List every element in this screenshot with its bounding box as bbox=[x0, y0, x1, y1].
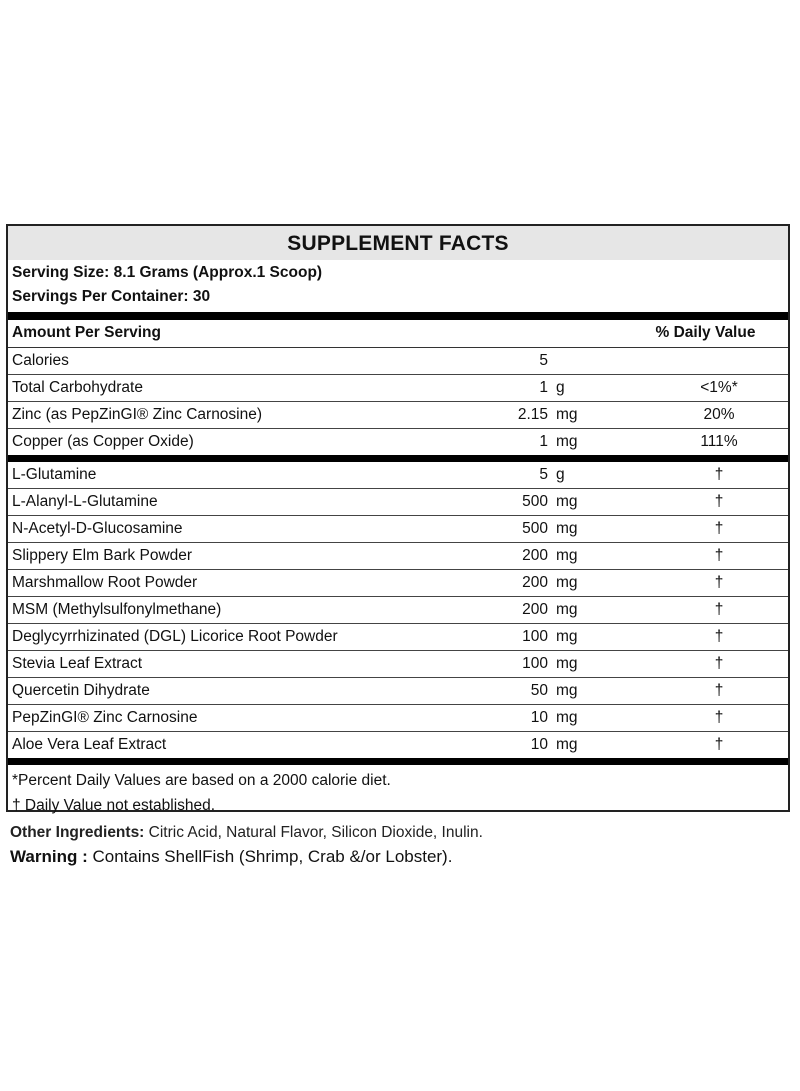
item-name: N-Acetyl-D-Glucosamine bbox=[12, 520, 183, 537]
item-daily-value: † bbox=[714, 628, 724, 645]
item-daily-value: † bbox=[714, 574, 724, 591]
item-name: Stevia Leaf Extract bbox=[12, 655, 143, 672]
item-daily-value: † bbox=[714, 520, 724, 537]
item-name: Calories bbox=[12, 352, 69, 369]
footnote-not-established: † Daily Value not established. bbox=[12, 797, 216, 814]
item-daily-value: 111% bbox=[700, 433, 738, 450]
serving-size: Serving Size: 8.1 Grams (Approx.1 Scoop) bbox=[12, 264, 323, 281]
item-unit: mg bbox=[556, 655, 578, 672]
item-amount: 50 bbox=[530, 682, 548, 699]
item-name: Total Carbohydrate bbox=[12, 379, 143, 396]
divider-thick bbox=[8, 312, 788, 320]
item-name: PepZinGI® Zinc Carnosine bbox=[12, 709, 198, 726]
item-amount: 1 bbox=[539, 379, 548, 396]
ingredient-row bbox=[8, 516, 788, 543]
warning-text: Contains ShellFish (Shrimp, Crab &/or Lobster). bbox=[87, 847, 453, 866]
item-daily-value: † bbox=[714, 466, 724, 483]
other-ingredients-text: Citric Acid, Natural Flavor, Silicon Dioxide, Inulin. bbox=[144, 824, 483, 841]
ingredient-row bbox=[8, 462, 788, 489]
item-unit: mg bbox=[556, 433, 578, 450]
column-header-row bbox=[8, 320, 788, 348]
ingredient-row bbox=[8, 543, 788, 570]
item-unit: mg bbox=[556, 547, 578, 564]
warning-label: Warning : bbox=[10, 847, 88, 866]
item-amount: 100 bbox=[522, 628, 548, 645]
item-daily-value: † bbox=[714, 601, 724, 618]
item-unit: mg bbox=[556, 406, 578, 423]
item-daily-value: † bbox=[714, 736, 724, 753]
item-amount: 1 bbox=[539, 433, 548, 450]
item-name: L-Alanyl-L-Glutamine bbox=[12, 493, 158, 510]
item-unit: mg bbox=[556, 520, 578, 537]
item-daily-value: † bbox=[714, 655, 724, 672]
other-ingredients-label: Other Ingredients: bbox=[10, 824, 145, 841]
item-name: Copper (as Copper Oxide) bbox=[12, 433, 194, 450]
panel-title: SUPPLEMENT FACTS bbox=[8, 226, 788, 260]
divider-thick bbox=[8, 455, 788, 462]
nutrient-row bbox=[8, 375, 788, 402]
item-name: Aloe Vera Leaf Extract bbox=[12, 736, 167, 753]
item-daily-value: † bbox=[714, 682, 724, 699]
item-name: Slippery Elm Bark Powder bbox=[12, 547, 193, 564]
item-amount: 5 bbox=[539, 352, 548, 369]
item-daily-value: † bbox=[714, 493, 724, 510]
ingredient-row bbox=[8, 489, 788, 516]
item-unit: mg bbox=[556, 574, 578, 591]
ingredient-row bbox=[8, 732, 788, 758]
item-amount: 2.15 bbox=[517, 406, 548, 423]
item-unit: g bbox=[556, 466, 565, 483]
divider-thick bbox=[8, 758, 788, 765]
warning bbox=[10, 844, 452, 870]
footnotes bbox=[8, 765, 788, 818]
item-name: Quercetin Dihydrate bbox=[12, 682, 150, 699]
item-daily-value: † bbox=[714, 709, 724, 726]
other-ingredients bbox=[10, 820, 483, 845]
item-amount: 100 bbox=[522, 655, 548, 672]
item-name: Marshmallow Root Powder bbox=[12, 574, 198, 591]
item-amount: 10 bbox=[530, 736, 548, 753]
ingredient-row bbox=[8, 651, 788, 678]
footnote-daily-values: *Percent Daily Values are based on a 2000 calorie diet. bbox=[12, 772, 391, 789]
item-unit: mg bbox=[556, 601, 578, 618]
item-amount: 5 bbox=[539, 466, 548, 483]
item-unit: mg bbox=[556, 736, 578, 753]
ingredient-row bbox=[8, 705, 788, 732]
ingredient-row bbox=[8, 597, 788, 624]
item-unit: mg bbox=[556, 628, 578, 645]
item-amount: 10 bbox=[530, 709, 548, 726]
item-unit: mg bbox=[556, 493, 578, 510]
item-name: Zinc (as PepZinGI® Zinc Carnosine) bbox=[12, 406, 263, 423]
item-amount: 200 bbox=[522, 547, 548, 564]
item-amount: 500 bbox=[522, 520, 548, 537]
amount-per-serving-header: Amount Per Serving bbox=[12, 324, 161, 341]
servings-per-container: Servings Per Container: 30 bbox=[12, 288, 211, 305]
nutrient-row bbox=[8, 348, 788, 375]
ingredient-list bbox=[8, 462, 788, 758]
nutrient-list bbox=[8, 348, 788, 455]
ingredient-row bbox=[8, 570, 788, 597]
nutrient-row bbox=[8, 429, 788, 455]
item-name: L-Glutamine bbox=[12, 466, 97, 483]
item-name: Deglycyrrhizinated (DGL) Licorice Root Powder bbox=[12, 628, 338, 645]
item-daily-value: 20% bbox=[703, 406, 735, 423]
ingredient-row bbox=[8, 678, 788, 705]
item-unit: mg bbox=[556, 682, 578, 699]
item-daily-value: † bbox=[714, 547, 724, 564]
item-daily-value: <1%* bbox=[700, 379, 738, 396]
supplement-facts-panel bbox=[6, 224, 790, 812]
item-amount: 500 bbox=[522, 493, 548, 510]
daily-value-header: % Daily Value bbox=[655, 324, 756, 341]
ingredient-row bbox=[8, 624, 788, 651]
nutrient-row bbox=[8, 402, 788, 429]
item-unit: g bbox=[556, 379, 565, 396]
item-unit: mg bbox=[556, 709, 578, 726]
item-name: MSM (Methylsulfonylmethane) bbox=[12, 601, 222, 618]
item-amount: 200 bbox=[522, 601, 548, 618]
item-amount: 200 bbox=[522, 574, 548, 591]
